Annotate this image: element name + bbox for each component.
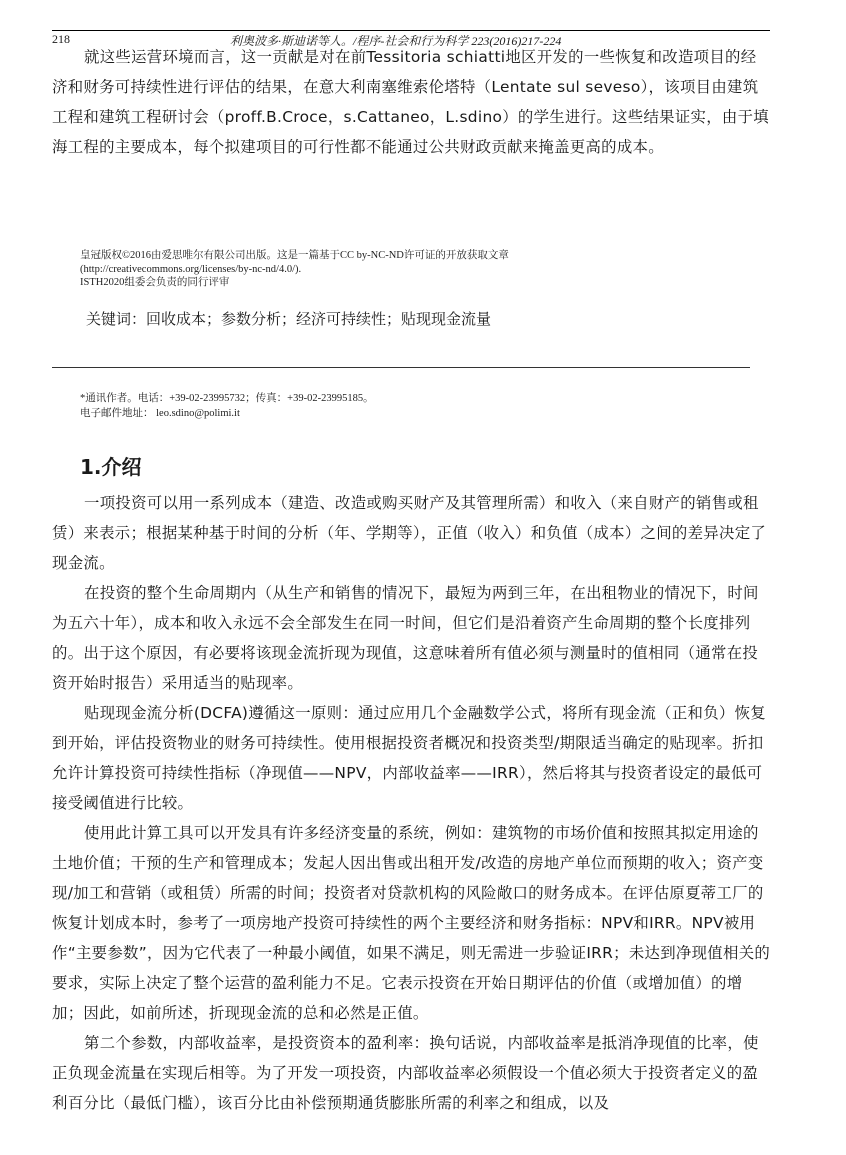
email-line[interactable]: 电子邮件地址： leo.sdino@polimi.it <box>80 407 240 419</box>
intro-paragraph: 一项投资可以用一系列成本（建造、改造或购买财产及其管理所需）和收入（来自财产的销售或租赁）来表示；根据某种基于时间的分析（年、学期等），正值（收入）和负值（成本）之间的差异决定了现金流。 <box>52 494 767 572</box>
abstract <box>52 42 772 162</box>
footnote <box>80 392 374 421</box>
license-url[interactable]: (http://creativecommons.org/licenses/by-nc-nd/4.0/). <box>80 263 302 275</box>
intro-paragraph: 使用此计算工具可以开发具有许多经济变量的系统，例如：建筑物的市场价值和按照其拟定用途的土地价值；干预的生产和管理成本；发起人因出售或出租开发/改造的房地产单位而预期的收入；资产变现/加工和营销（或租赁）所需的时间；投资者对贷款机构的风险敞口的财务成本。在评估原夏蒂工厂的恢复计划成本时，参考了一项房地产投资可持续性的两个主要经济和财务指标：NPV和IRR。NPV被用作“主要参数”，因为它代表了一种最小阈值，如果不满足，则无需进一步验证IRR；未达到净现值相关的要求，实际上决定了整个运营的盈利能力不足。它表示投资在开始日期评估的价值（或增加值）的增加；因此，如前所述，折现现金流的总和必然是正值。 <box>52 824 771 1022</box>
license-line: 皇冠版权©2016由爱思唯尔有限公司出版。这是一篇基于CC by-NC-ND许可证的开放获取文章 <box>80 250 509 261</box>
running-head: 利奥波多·斯迪诺等人。/程序-社会和行为科学 223(2016)217-224 <box>230 34 562 48</box>
license-notice <box>80 249 720 290</box>
header-rule <box>52 30 770 31</box>
abstract-paragraph: 就这些运营环境而言，这一贡献是对在前Tessitoria schiatti地区开发的一些恢复和改造项目的经济和财务可持续性进行评估的结果，在意大利南塞维索伦塔特（Lentate sul seveso），该项目由建筑工程和建筑工程研讨会（proff.B.Croce，s.Cattaneo，L.sdino）的学生进行。这些结果证实，由于填海工程的主要成本，每个拟建项目的可行性都不能通过公共财政贡献来掩盖更高的成本。 <box>52 48 769 156</box>
intro-paragraph: 第二个参数，内部收益率，是投资资本的盈利率：换句话说，内部收益率是抵消净现值的比率，使正负现金流量在实现后相等。为了开发一项投资，内部收益率必须假设一个值必须大于投资者定义的盈利百分比（最低门槛），该百分比由补偿预期通货膨胀所需的利率之和组成，以及 <box>52 1034 759 1112</box>
intro-section <box>52 488 772 1118</box>
peer-review-line: ISTH2020组委会负责的同行评审 <box>80 277 230 288</box>
footnote-rule <box>52 367 750 368</box>
intro-paragraph: 贴现现金流分析(DCFA)遵循这一原则：通过应用几个金融数学公式，将所有现金流（正和负）恢复到开始，评估投资物业的财务可持续性。使用根据投资者概况和投资类型/期限适当确定的贴现率。折扣允许计算投资可持续性指标（净现值——NPV，内部收益率——IRR），然后将其与投资者设定的最低可接受阈值进行比较。 <box>52 704 766 812</box>
section-title: 1.介绍 <box>80 455 142 479</box>
contact-line: *通讯作者。电话：+39-02-23995732；传真：+39-02-23995185。 <box>80 393 374 404</box>
intro-paragraph: 在投资的整个生命周期内（从生产和销售的情况下，最短为两到三年，在出租物业的情况下，时间为五六十年），成本和收入永远不会全部发生在同一时间，但它们是沿着资产生命周期的整个长度排列的。出于这个原因，有必要将该现金流折现为现值，这意味着所有值必须与测量时的值相同（通常在投资开始时报告）采用适当的贴现率。 <box>52 584 759 692</box>
page-number: 218 <box>52 32 70 46</box>
keywords: 关键词：回收成本；参数分析；经济可持续性；贴现现金流量 <box>86 310 492 328</box>
